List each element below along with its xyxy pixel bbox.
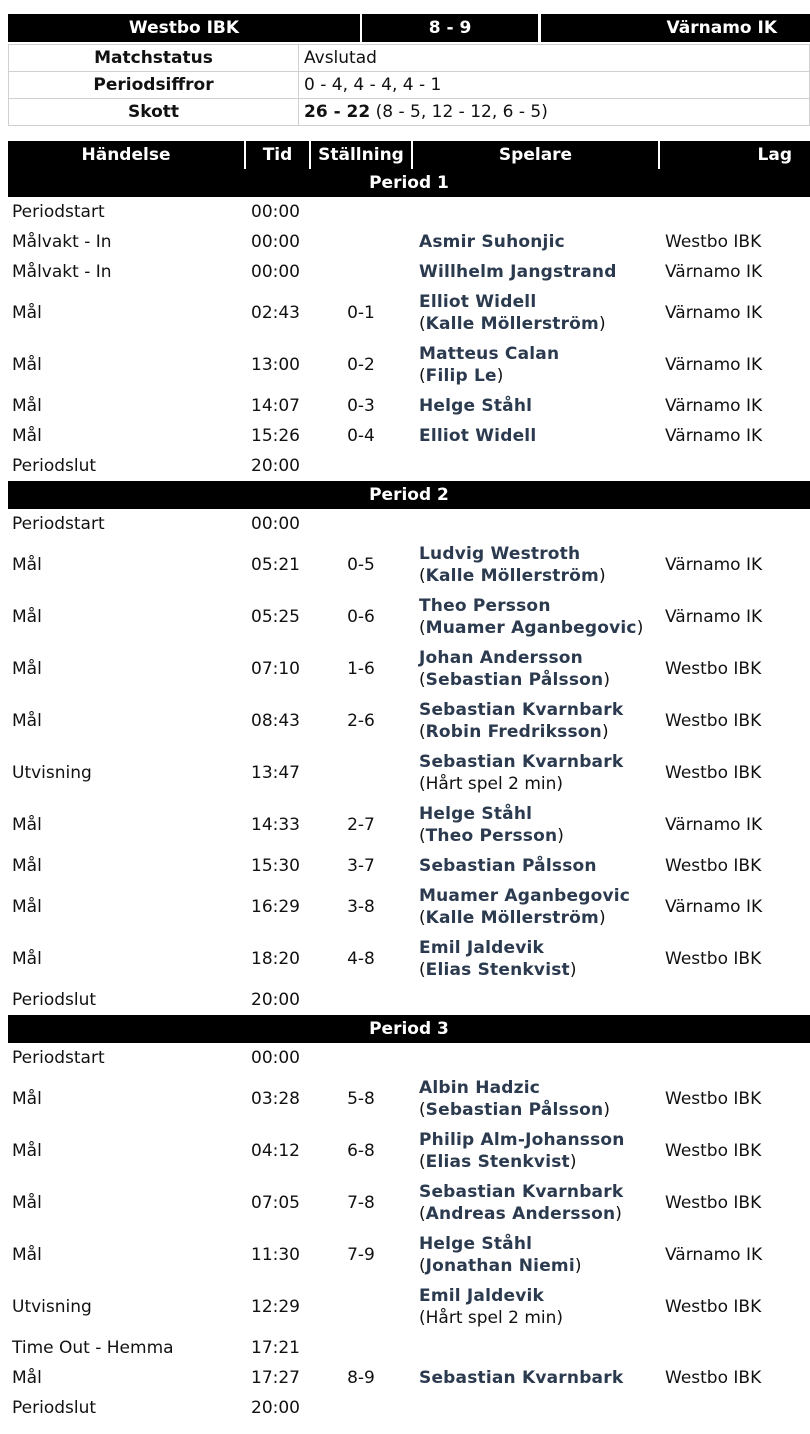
event-score: 4-8	[347, 949, 375, 969]
paren-close: )	[598, 908, 606, 928]
event-time: 17:21	[251, 1338, 300, 1358]
info-value-text: (8 - 5, 12 - 12, 6 - 5)	[370, 102, 548, 122]
event-time: 11:30	[251, 1245, 300, 1265]
event-player-cell	[412, 539, 659, 591]
event-row	[8, 933, 810, 985]
paren-open: (	[419, 314, 426, 334]
paren-open: (	[419, 366, 426, 386]
event-score	[310, 509, 412, 539]
info-label: Periodsiffror	[9, 72, 299, 99]
event-team: Värnamo IK	[665, 607, 763, 627]
event-player-cell	[412, 1281, 659, 1333]
col-event: Händelse	[8, 141, 245, 169]
player-link[interactable]: Elliot Widell	[419, 426, 537, 446]
paren-close: )	[569, 960, 577, 980]
event-time: 08:43	[251, 711, 300, 731]
penalty-note: (Hårt spel 2 min)	[419, 1308, 564, 1328]
event-player-cell	[412, 339, 659, 391]
player-link[interactable]: Ludvig Westroth	[419, 544, 581, 564]
assist-player-link[interactable]: Kalle Möllerström	[425, 566, 599, 586]
event-row	[8, 509, 810, 539]
paren-close: )	[636, 618, 644, 638]
event-team	[659, 509, 810, 539]
col-time: Tid	[245, 141, 310, 169]
event-time: 18:20	[251, 949, 300, 969]
event-team: Westbo IBK	[665, 763, 762, 783]
paren-close: )	[603, 670, 610, 690]
paren-open: (	[419, 826, 426, 846]
event-team: Westbo IBK	[665, 1297, 762, 1317]
event-type: Mål	[12, 897, 42, 917]
event-row	[8, 881, 810, 933]
player-link[interactable]: Helge Ståhl	[419, 1234, 533, 1254]
event-team: Westbo IBK	[665, 711, 762, 731]
event-type: Målvakt - In	[12, 232, 112, 252]
player-link[interactable]: Emil Jaldevik	[419, 938, 545, 958]
info-label: Matchstatus	[9, 45, 299, 72]
paren-close: )	[574, 1256, 582, 1276]
paren-close: )	[603, 1100, 610, 1120]
assist-player-link[interactable]: Sebastian Pålsson	[425, 670, 604, 690]
event-score	[310, 1043, 412, 1073]
event-time: 14:33	[251, 815, 300, 835]
assist-player-link[interactable]: Muamer Aganbegovic	[425, 618, 637, 638]
event-team	[659, 451, 810, 481]
event-time: 07:10	[251, 659, 300, 679]
event-type: Mål	[12, 355, 42, 375]
event-row	[8, 1333, 810, 1363]
match-events-table	[8, 141, 810, 1423]
event-row	[8, 339, 810, 391]
player-link[interactable]: Emil Jaldevik	[419, 1286, 545, 1306]
event-row	[8, 1363, 810, 1393]
event-team: Westbo IBK	[665, 659, 762, 679]
info-label: Skott	[9, 99, 299, 126]
event-team: Westbo IBK	[665, 856, 762, 876]
event-time: 04:12	[251, 1141, 300, 1161]
info-row	[9, 99, 810, 126]
paren-close: )	[598, 566, 606, 586]
assist-player-link[interactable]: Elias Stenkvist	[425, 1152, 570, 1172]
event-type: Mål	[12, 1089, 42, 1109]
event-score: 0-4	[347, 426, 375, 446]
event-player-cell	[412, 1333, 659, 1363]
period-header-row	[8, 481, 810, 509]
paren-open: (	[419, 1152, 426, 1172]
event-score: 5-8	[347, 1089, 375, 1109]
player-link[interactable]: Philip Alm-Johansson	[419, 1130, 625, 1150]
score-header: 8 - 9	[362, 14, 538, 42]
assist-player-link[interactable]: Kalle Möllerström	[425, 314, 599, 334]
info-value-text: 0 - 4, 4 - 4, 4 - 1	[304, 75, 442, 95]
event-score: 0-2	[347, 355, 375, 375]
player-link[interactable]: Sebastian Kvarnbark	[419, 1368, 624, 1388]
event-type: Mål	[12, 949, 42, 969]
away-team-header	[541, 14, 810, 42]
event-time: 16:29	[251, 897, 300, 917]
event-score: 0-5	[347, 555, 375, 575]
assist-player-link[interactable]: Theo Persson	[425, 826, 558, 846]
paren-close: )	[598, 314, 606, 334]
event-time: 07:05	[251, 1193, 300, 1213]
event-time: 15:30	[251, 856, 300, 876]
event-type: Periodslut	[12, 1398, 97, 1418]
event-row	[8, 1073, 810, 1125]
event-score: 1-6	[347, 659, 375, 679]
paren-open: (	[419, 566, 426, 586]
info-value-bold: 26 - 22	[304, 102, 371, 122]
event-type: Periodstart	[12, 514, 105, 534]
event-score: 3-7	[347, 856, 375, 876]
event-type: Mål	[12, 815, 42, 835]
event-row	[8, 227, 810, 257]
assist-player-link[interactable]: Andreas Andersson	[425, 1204, 616, 1224]
event-score	[310, 1333, 412, 1363]
event-score: 7-8	[347, 1193, 375, 1213]
player-link[interactable]: Theo Persson	[419, 596, 551, 616]
event-row	[8, 539, 810, 591]
event-time: 20:00	[251, 1398, 300, 1418]
event-type: Mål	[12, 1368, 42, 1388]
paren-close: )	[496, 366, 504, 386]
event-score: 0-6	[347, 607, 375, 627]
player-link[interactable]: Sebastian Kvarnbark	[419, 752, 624, 772]
home-team-header: Westbo IBK	[8, 14, 360, 42]
paren-close: )	[569, 1152, 577, 1172]
assist-player-link[interactable]: Sebastian Pålsson	[425, 1100, 604, 1120]
period-title: Period 3	[8, 1015, 810, 1043]
event-score	[310, 227, 412, 257]
event-team: Westbo IBK	[665, 949, 762, 969]
event-team: Värnamo IK	[665, 396, 763, 416]
event-score	[310, 451, 412, 481]
event-time: 05:21	[251, 555, 300, 575]
event-time: 05:25	[251, 607, 300, 627]
event-time: 13:00	[251, 355, 300, 375]
event-player-cell	[412, 1363, 659, 1393]
event-player-cell	[412, 451, 659, 481]
event-row	[8, 1177, 810, 1229]
event-row	[8, 287, 810, 339]
info-row	[9, 72, 810, 99]
match-info-table	[8, 44, 810, 126]
event-player-cell	[412, 799, 659, 851]
event-team: Westbo IBK	[665, 1141, 762, 1161]
event-score	[310, 1281, 412, 1333]
player-link[interactable]: Sebastian Pålsson	[419, 856, 597, 876]
event-player-cell	[412, 933, 659, 985]
event-type: Periodstart	[12, 1048, 105, 1068]
paren-close: )	[615, 1204, 622, 1224]
event-score	[310, 197, 412, 227]
event-type: Mål	[12, 711, 42, 731]
event-team: Westbo IBK	[665, 232, 762, 252]
event-player-cell	[412, 1043, 659, 1073]
event-player-cell	[412, 1393, 659, 1423]
period-header-row	[8, 169, 810, 197]
away-team-name: Värnamo IK	[666, 18, 777, 38]
paren-open: (	[419, 670, 426, 690]
event-time: 14:07	[251, 396, 300, 416]
event-time: 15:26	[251, 426, 300, 446]
assist-player-link[interactable]: Robin Fredriksson	[425, 722, 602, 742]
period-title: Period 1	[8, 169, 810, 197]
event-score	[310, 985, 412, 1015]
event-type: Mål	[12, 607, 42, 627]
penalty-note: (Hårt spel 2 min)	[419, 774, 564, 794]
event-type: Mål	[12, 1141, 42, 1161]
event-player-cell	[412, 591, 659, 643]
event-row	[8, 591, 810, 643]
event-row	[8, 643, 810, 695]
event-player-cell	[412, 391, 659, 421]
player-link[interactable]: Helge Ståhl	[419, 804, 533, 824]
player-link[interactable]: Asmir Suhonjic	[419, 232, 565, 252]
event-score: 3-8	[347, 897, 375, 917]
event-score: 6-8	[347, 1141, 375, 1161]
event-row	[8, 197, 810, 227]
player-link[interactable]: Sebastian Kvarnbark	[419, 1182, 624, 1202]
event-score: 0-1	[347, 303, 375, 323]
player-link[interactable]: Johan Andersson	[419, 648, 583, 668]
event-player-cell	[412, 1073, 659, 1125]
event-team: Westbo IBK	[665, 1089, 762, 1109]
event-time: 17:27	[251, 1368, 300, 1388]
event-type: Periodslut	[12, 456, 97, 476]
col-player: Spelare	[412, 141, 659, 169]
event-row	[8, 421, 810, 451]
assist-player-link[interactable]: Filip Le	[425, 366, 497, 386]
assist-player-link[interactable]: Jonathan Niemi	[425, 1256, 575, 1276]
event-time: 00:00	[251, 262, 300, 282]
event-type: Mål	[12, 303, 42, 323]
event-score: 8-9	[347, 1368, 375, 1388]
event-type: Periodslut	[12, 990, 97, 1010]
event-time: 20:00	[251, 990, 300, 1010]
info-value	[299, 99, 810, 126]
event-type: Utvisning	[12, 1297, 92, 1317]
event-time: 00:00	[251, 232, 300, 252]
info-value-text: Avslutad	[304, 48, 377, 68]
paren-open: (	[419, 618, 426, 638]
event-team: Värnamo IK	[665, 303, 763, 323]
event-team	[659, 985, 810, 1015]
event-row	[8, 1043, 810, 1073]
player-link[interactable]: Willhelm Jangstrand	[419, 262, 617, 282]
event-time: 00:00	[251, 514, 300, 534]
player-link[interactable]: Albin Hadzic	[419, 1078, 541, 1098]
event-row	[8, 695, 810, 747]
event-row	[8, 1281, 810, 1333]
event-time: 12:29	[251, 1297, 300, 1317]
event-time: 02:43	[251, 303, 300, 323]
paren-open: (	[419, 1204, 426, 1224]
event-row	[8, 451, 810, 481]
event-time: 00:00	[251, 202, 300, 222]
info-value	[299, 45, 810, 72]
event-type: Mål	[12, 659, 42, 679]
event-row	[8, 747, 810, 799]
event-player-cell	[412, 985, 659, 1015]
event-type: Time Out - Hemma	[12, 1338, 174, 1358]
event-score: 7-9	[347, 1245, 375, 1265]
event-type: Mål	[12, 396, 42, 416]
event-player-cell	[412, 287, 659, 339]
event-player-cell	[412, 197, 659, 227]
event-row	[8, 257, 810, 287]
assist-player-link[interactable]: Elias Stenkvist	[425, 960, 570, 980]
event-player-cell	[412, 1125, 659, 1177]
event-score	[310, 1393, 412, 1423]
event-row	[8, 1393, 810, 1423]
col-team: Lag	[659, 141, 810, 169]
event-row	[8, 391, 810, 421]
paren-close: )	[601, 722, 609, 742]
paren-open: (	[419, 1100, 426, 1120]
event-team: Värnamo IK	[665, 815, 763, 835]
paren-open: (	[419, 960, 426, 980]
event-score	[310, 257, 412, 287]
event-type: Mål	[12, 555, 42, 575]
event-time: 00:00	[251, 1048, 300, 1068]
event-team	[659, 197, 810, 227]
player-link[interactable]: Elliot Widell	[419, 292, 537, 312]
event-team	[659, 1043, 810, 1073]
event-player-cell	[412, 747, 659, 799]
event-time: 20:00	[251, 456, 300, 476]
assist-player-link[interactable]: Kalle Möllerström	[425, 908, 599, 928]
event-team: Westbo IBK	[665, 1193, 762, 1213]
events-header-row	[8, 141, 810, 169]
event-team: Värnamo IK	[665, 897, 763, 917]
event-score	[310, 747, 412, 799]
event-row	[8, 1125, 810, 1177]
event-type: Målvakt - In	[12, 262, 112, 282]
event-time: 03:28	[251, 1089, 300, 1109]
event-row	[8, 851, 810, 881]
event-team	[659, 1333, 810, 1363]
event-time: 13:47	[251, 763, 300, 783]
event-type: Utvisning	[12, 763, 92, 783]
paren-open: (	[419, 908, 426, 928]
event-row	[8, 1229, 810, 1281]
event-row	[8, 799, 810, 851]
period-title: Period 2	[8, 481, 810, 509]
event-player-cell	[412, 851, 659, 881]
event-score: 0-3	[347, 396, 375, 416]
col-score: Ställning	[310, 141, 412, 169]
event-type: Mål	[12, 856, 42, 876]
event-type: Mål	[12, 1193, 42, 1213]
player-link[interactable]: Sebastian Kvarnbark	[419, 700, 624, 720]
event-player-cell	[412, 257, 659, 287]
event-team: Westbo IBK	[665, 1368, 762, 1388]
event-score: 2-6	[347, 711, 375, 731]
info-row	[9, 45, 810, 72]
event-team: Värnamo IK	[665, 355, 763, 375]
event-type: Mål	[12, 1245, 42, 1265]
event-player-cell	[412, 509, 659, 539]
event-player-cell	[412, 421, 659, 451]
event-player-cell	[412, 695, 659, 747]
event-score: 2-7	[347, 815, 375, 835]
paren-open: (	[419, 1256, 426, 1276]
event-type: Mål	[12, 426, 42, 446]
event-type: Periodstart	[12, 202, 105, 222]
period-header-row	[8, 1015, 810, 1043]
event-player-cell	[412, 227, 659, 257]
event-player-cell	[412, 881, 659, 933]
event-team: Värnamo IK	[665, 262, 763, 282]
event-team: Värnamo IK	[665, 555, 763, 575]
event-team	[659, 1393, 810, 1423]
paren-open: (	[419, 722, 426, 742]
player-link[interactable]: Helge Ståhl	[419, 396, 533, 416]
event-team: Värnamo IK	[665, 426, 763, 446]
info-value	[299, 72, 810, 99]
player-link[interactable]: Matteus Calan	[419, 344, 560, 364]
event-row	[8, 985, 810, 1015]
event-team: Värnamo IK	[665, 1245, 763, 1265]
player-link[interactable]: Muamer Aganbegovic	[419, 886, 631, 906]
event-player-cell	[412, 643, 659, 695]
event-player-cell	[412, 1177, 659, 1229]
event-player-cell	[412, 1229, 659, 1281]
paren-close: )	[557, 826, 564, 846]
